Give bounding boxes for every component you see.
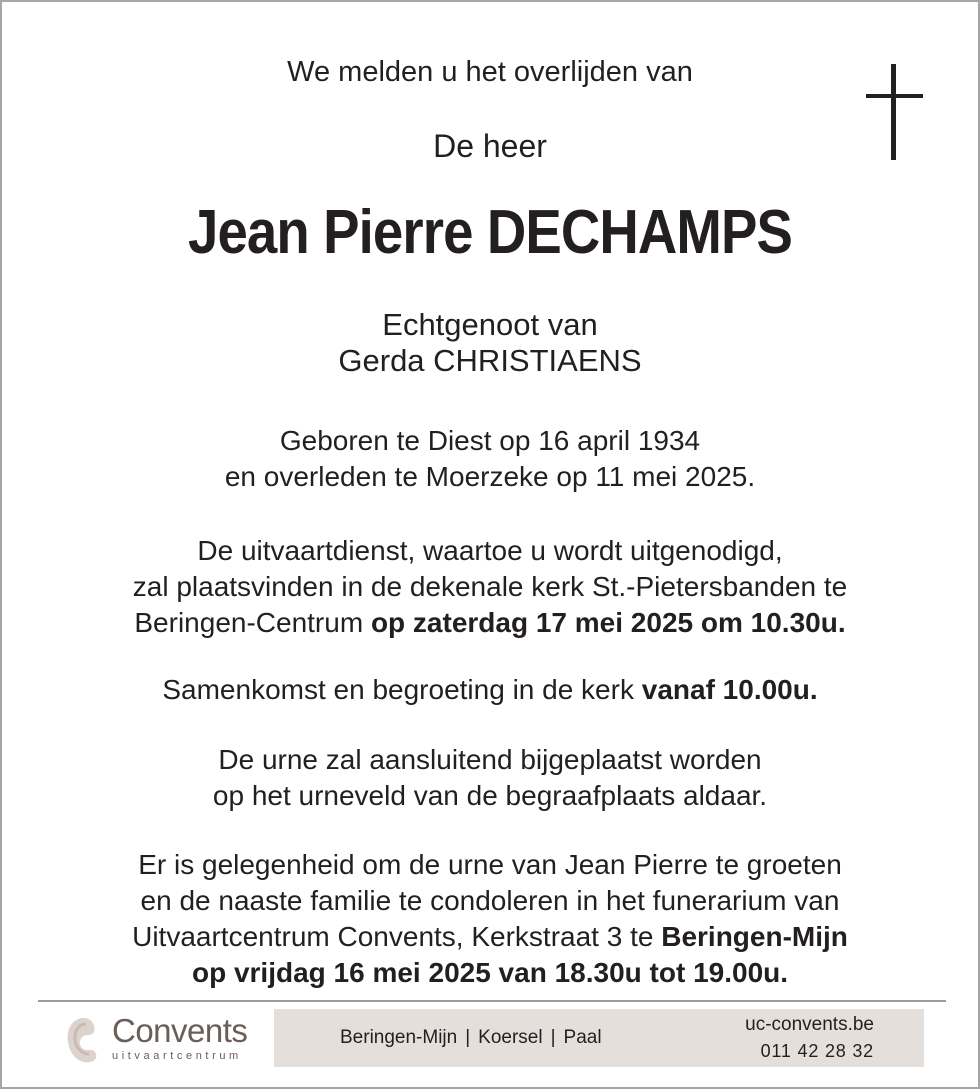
contact-info — [714, 1014, 874, 1062]
location-item: Beringen-Mijn — [340, 1027, 458, 1048]
urn-block — [2, 742, 978, 814]
spouse-name: Gerda CHRISTIAENS — [338, 343, 642, 378]
gathering-block — [2, 672, 978, 708]
intro-text: We melden u het overlijden van — [287, 56, 693, 88]
visitation-line-3 — [2, 919, 978, 955]
visitation-block — [2, 847, 978, 991]
phone-number[interactable]: 011 42 28 32 — [760, 1041, 874, 1061]
urn-line-2: op het urneveld van de begraafplaats aldaar. — [212, 780, 768, 811]
visitation-town: Beringen-Mijn — [661, 921, 848, 952]
logo-wordmark: Convents — [112, 1012, 248, 1049]
convents-logo-mark-icon — [62, 1012, 102, 1068]
service-line-3 — [2, 605, 978, 641]
urn-line-1: De urne zal aansluitend bijgeplaatst worden — [218, 744, 762, 775]
spouse-block — [2, 307, 978, 379]
deceased-name: Jean Pierre DECHAMPS — [187, 198, 793, 267]
location-list — [340, 1027, 602, 1049]
birth-line: Geboren te Diest op 16 april 1934 — [279, 425, 701, 456]
visitation-line-2: en de naaste familie te condoleren in het funerarium van — [140, 885, 840, 916]
location-item: Paal — [563, 1027, 602, 1048]
convents-logo — [62, 1012, 272, 1068]
gathering-text: Samenkomst en begroeting in de kerk — [162, 674, 642, 705]
contact-band — [274, 1009, 924, 1067]
footer-divider — [38, 1000, 946, 1002]
service-line-1: De uitvaartdienst, waartoe u wordt uitgenodigd, — [197, 535, 783, 566]
death-line: en overleden te Moerzeke op 11 mei 2025. — [224, 461, 756, 492]
location-item: Koersel — [478, 1027, 543, 1048]
location-separator: | — [550, 1027, 556, 1048]
logo-subtitle: uitvaartcentrum — [112, 1050, 242, 1062]
visitation-address: Uitvaartcentrum Convents, Kerkstraat 3 te — [132, 921, 662, 952]
gathering-time: vanaf 10.00u. — [641, 674, 818, 705]
website-link[interactable]: uc-convents.be — [745, 1014, 874, 1035]
service-location: Beringen-Centrum — [134, 607, 371, 638]
service-block — [2, 533, 978, 641]
service-datetime: op zaterdag 17 mei 2025 om 10.30u. — [370, 607, 846, 638]
birth-death-block — [2, 423, 978, 495]
visitation-datetime: op vrijdag 16 mei 2025 van 18.30u tot 19.00u. — [191, 957, 789, 988]
visitation-line-4 — [2, 955, 978, 991]
service-line-2: zal plaatsvinden in de dekenale kerk St.-Pietersbanden te — [132, 571, 848, 602]
visitation-line-1: Er is gelegenheid om de urne van Jean Pierre te groeten — [138, 849, 842, 880]
spouse-label: Echtgenoot van — [382, 307, 598, 342]
location-separator: | — [465, 1027, 471, 1048]
honorific-title: De heer — [433, 128, 547, 164]
